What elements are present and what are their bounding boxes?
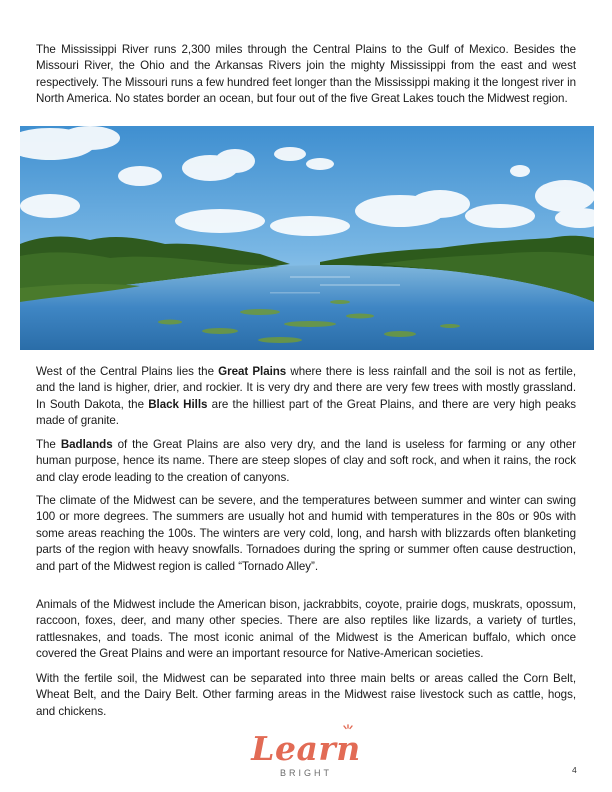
paragraph-badlands: [36, 437, 576, 486]
paragraph-animals: Animals of the Midwest include the American bison, jackrabbits, coyote, prairie dogs, muskrats, opossum, raccoon, foxes, deer, and many other species. There are also reptiles like lizards, a variety of turtles, rattlesnakes, and toads. The most iconic animal of the Midwest is the American buffalo, which once covered the Great Plains and were an important resource for Native-American societies.: [36, 598, 576, 661]
spark-icon: [342, 724, 354, 734]
term-black-hills: Black Hills: [148, 397, 208, 411]
logo-wordmark: Learn: [251, 729, 361, 768]
logo-subtitle: BRIGHT: [279, 768, 332, 778]
badlands-text-1: The: [36, 438, 61, 451]
paragraph-great-plains: [36, 364, 576, 430]
term-great-plains: Great Plains: [218, 365, 287, 378]
great-plains-text-1: West of the Central Plains lies the: [36, 365, 219, 378]
river-photo: [20, 126, 594, 350]
learn-bright-logo: [244, 730, 368, 786]
great-plains-text-2: where there is less rainfall and the soil is not as fertile, and the land is higher, drier, and rockier. It is very dry and there are very few trees with mostly grassland. In South Dakota, the: [36, 365, 577, 411]
page-number: 4: [572, 765, 577, 775]
great-plains-text-3: are the hilliest part of the Great Plains, and there are very high peaks made of granite.: [36, 397, 577, 428]
badlands-text-2: of the Great Plains are also very dry, and the land is useless for farming or any other human purpose, hence its name. There are steep slopes of clay and soft rock, and when it rains, the rock and clay erode leading to the creation of canyons.: [36, 438, 577, 484]
paragraph-farming: With the fertile soil, the Midwest can be separated into three main belts or areas called the Corn Belt, Wheat Belt, and the Dairy Belt. Other farming areas in the Midwest raise livestock such as cattle, hogs, and chickens.: [36, 672, 576, 718]
term-badlands: Badlands: [60, 438, 113, 451]
paragraph-mississippi-river: The Mississippi River runs 2,300 miles through the Central Plains to the Gulf of Mexico. Besides the Missouri River, the Ohio and the Arkansas Rivers join the mighty Mississippi from the east and west respectively. The Missouri runs a few hundred feet longer than the Mississippi making it the longest river in North America. No states border an ocean, but four out of the five Great Lakes touch the Midwest region.: [36, 43, 576, 106]
paragraph-climate: The climate of the Midwest can be severe, and the temperatures between summer and winter can swing 100 or more degrees. The summers are usually hot and humid with temperatures in the 80s or 90s with some areas reaching the 100s. The winters are very cold, long, and harsh with blizzards often blanketing parts of the region with heavy snowfalls. Tornadoes during the spring or summer often cause destruction, and part of the Midwest region is called “Tornado Alley”.: [36, 494, 576, 573]
